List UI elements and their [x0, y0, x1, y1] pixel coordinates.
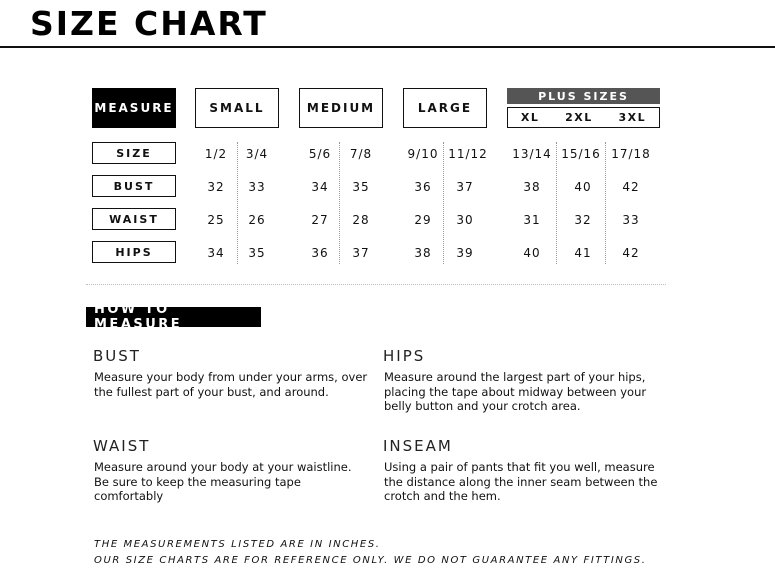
table-cell: 26 — [248, 213, 266, 227]
table-cell: 42 — [622, 246, 640, 260]
inseam-heading: INSEAM — [383, 437, 453, 455]
inseam-instructions: Using a pair of pants that fit you well, measure the distance along the inner seam between the crotch and the hem. — [384, 460, 658, 503]
plus-sizes-header: PLUS SIZES — [507, 88, 660, 104]
table-cell: 15/16 — [561, 147, 601, 161]
table-cell: 32 — [574, 213, 592, 227]
section-divider — [86, 284, 666, 285]
table-cell: 34 — [207, 246, 225, 260]
table-cell: 1/2 — [204, 147, 228, 161]
table-cell: 13/14 — [512, 147, 552, 161]
plus-size-xl: XL — [520, 111, 540, 124]
table-cell: 36 — [311, 246, 329, 260]
table-cell: 29 — [414, 213, 432, 227]
waist-instructions: Measure around your body at your waistline. Be sure to keep the measuring tape comfortably — [94, 460, 352, 503]
table-cell: 27 — [311, 213, 329, 227]
plus-sizes-labels — [507, 107, 660, 128]
inches-note: THE MEASUREMENTS LISTED ARE IN INCHES. — [94, 539, 381, 550]
bust-instructions: Measure your body from under your arms, over the fullest part of your bust, and around. — [94, 370, 368, 399]
table-cell: 35 — [248, 246, 266, 260]
table-cell: 37 — [456, 180, 474, 194]
table-cell: 38 — [523, 180, 541, 194]
small-header: SMALL — [195, 88, 279, 128]
waist-heading: WAIST — [93, 437, 151, 455]
table-cell: 7/8 — [349, 147, 373, 161]
table-cell: 36 — [414, 180, 432, 194]
table-cell: 38 — [414, 246, 432, 260]
row-label-hips: HIPS — [92, 241, 176, 263]
hips-heading: HIPS — [383, 347, 426, 365]
table-cell: 9/10 — [407, 147, 439, 161]
table-cell: 41 — [574, 246, 592, 260]
column-divider — [556, 142, 557, 264]
bust-heading: BUST — [93, 347, 141, 365]
table-cell: 31 — [523, 213, 541, 227]
table-cell: 35 — [352, 180, 370, 194]
row-label-waist: WAIST — [92, 208, 176, 230]
row-label-size: SIZE — [92, 142, 176, 164]
table-cell: 39 — [456, 246, 474, 260]
table-cell: 42 — [622, 180, 640, 194]
reference-disclaimer: OUR SIZE CHARTS ARE FOR REFERENCE ONLY. WE DO NOT GUARANTEE ANY FITTINGS. — [94, 555, 647, 566]
table-cell: 30 — [456, 213, 474, 227]
table-cell: 40 — [523, 246, 541, 260]
title-divider — [0, 46, 775, 48]
plus-size-3xl: 3XL — [618, 111, 647, 124]
medium-header: MEDIUM — [299, 88, 383, 128]
table-cell: 25 — [207, 213, 225, 227]
table-cell: 17/18 — [611, 147, 651, 161]
column-divider — [605, 142, 606, 264]
row-label-bust: BUST — [92, 175, 176, 197]
table-cell: 3/4 — [245, 147, 269, 161]
table-cell: 40 — [574, 180, 592, 194]
page-title: SIZE CHART — [30, 4, 268, 43]
large-header: LARGE — [403, 88, 487, 128]
how-to-measure-heading: HOW TO MEASURE — [86, 307, 261, 327]
table-cell: 32 — [207, 180, 225, 194]
table-cell: 37 — [352, 246, 370, 260]
table-cell: 33 — [248, 180, 266, 194]
table-cell: 11/12 — [448, 147, 488, 161]
table-cell: 34 — [311, 180, 329, 194]
table-cell: 5/6 — [308, 147, 332, 161]
measure-header: MEASURE — [92, 88, 176, 128]
table-cell: 28 — [352, 213, 370, 227]
plus-size-2xl: 2XL — [565, 111, 593, 124]
table-cell: 33 — [622, 213, 640, 227]
hips-instructions: Measure around the largest part of your hips, placing the tape about midway between your belly button and your crotch area. — [384, 370, 647, 413]
